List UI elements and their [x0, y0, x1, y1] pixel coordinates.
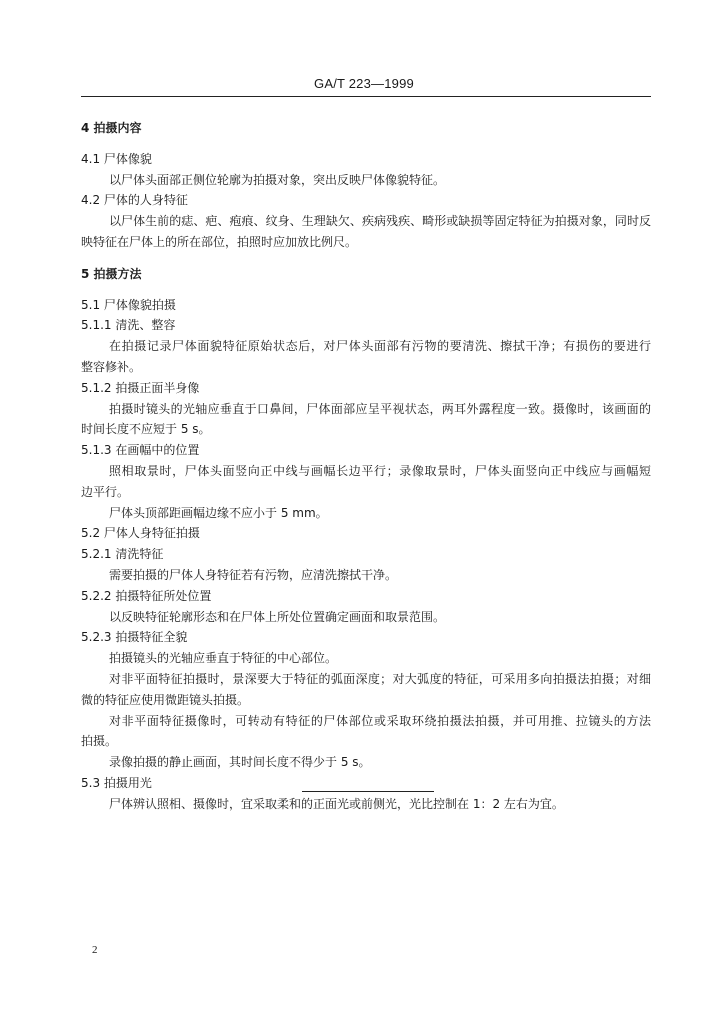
section-5-heading: 5 拍摄方法 — [81, 266, 142, 281]
section-5-2-3-text-line-3: 微的特征应使用微距镜头拍摄。 — [81, 692, 250, 707]
section-5-1-2-text-line-1: 拍摄时镜头的光轴应垂直于口鼻间，尸体面部应呈平视状态，两耳外露程度一致。摄像时，该画面的 — [109, 401, 651, 416]
section-5-1-3-text-line-3: 尸体头顶部距画幅边缘不应小于 5 mm。 — [109, 505, 328, 520]
section-5-2-3-heading: 5.2.3 拍摄特征全貌 — [81, 630, 188, 645]
section-5-2-2-heading: 5.2.2 拍摄特征所处位置 — [81, 588, 212, 603]
section-5-2-3-text-line-4: 对非平面特征摄像时，可转动有特征的尸体部位或采取环绕拍摄法拍摄，并可用推、拉镜头的方法 — [109, 713, 651, 728]
section-4-2-heading: 4.2 尸体的人身特征 — [81, 193, 188, 208]
section-5-2-1-text: 需要拍摄的尸体人身特征若有污物，应清洗擦拭干净。 — [109, 567, 398, 582]
section-5-1-3-heading: 5.1.3 在画幅中的位置 — [81, 443, 200, 458]
section-5-1-1-text-line-2: 整容修补。 — [81, 359, 142, 374]
section-5-2-3-text-line-5: 拍摄。 — [81, 734, 118, 749]
section-4-1-heading: 4.1 尸体像貌 — [81, 151, 152, 166]
section-5-1-3-text-line-1: 照相取景时，尸体头面竖向正中线与画幅长边平行；录像取景时，尸体头面竖向正中线应与画幅短 — [109, 463, 651, 478]
section-5-2-heading: 5.2 尸体人身特征拍摄 — [81, 526, 200, 541]
section-5-1-1-text-line-1: 在拍摄记录尸体面貌特征原始状态后，对尸体头面部有污物的要清洗、擦拭干净；有损伤的要进行 — [109, 339, 651, 354]
section-5-1-2-text-line-2: 时间长度不应短于 5 s。 — [81, 422, 211, 437]
section-5-1-heading: 5.1 尸体像貌拍摄 — [81, 297, 176, 312]
section-5-2-2-text: 以反映特征轮廓形态和在尸体上所处位置确定画面和取景范围。 — [109, 609, 446, 624]
header-divider — [81, 96, 651, 97]
section-4-2-text-line-1: 以尸体生前的痣、疤、疱痕、纹身、生理缺欠、疾病残疾、畸形或缺损等固定特征为拍摄对象，同时反 — [109, 214, 651, 229]
section-5-1-1-heading: 5.1.1 清洗、整容 — [81, 318, 176, 333]
end-of-text-rule — [302, 791, 434, 792]
section-5-2-3-text-line-1: 拍摄镜头的光轴应垂直于特征的中心部位。 — [109, 651, 338, 666]
section-4-2-text-line-2: 映特征在尸体上的所在部位，拍照时应加放比例尺。 — [81, 234, 358, 249]
section-4-heading: 4 拍摄内容 — [81, 121, 142, 135]
section-5-3-text: 尸体辨认照相、摄像时，宜采取柔和的正面光或前侧光，光比控制在 1：2 左右为宜。 — [109, 796, 564, 811]
document-code: GA/T 223—1999 — [314, 76, 414, 91]
page-number: 2 — [92, 944, 98, 956]
section-4-1-text: 以尸体头面部正侧位轮廓为拍摄对象，突出反映尸体像貌特征。 — [109, 172, 446, 187]
section-5-2-3-text-line-2: 对非平面特征拍摄时，景深要大于特征的弧面深度；对大弧度的特征，可采用多向拍摄法拍摄；对细 — [109, 671, 651, 686]
section-5-3-heading: 5.3 拍摄用光 — [81, 775, 152, 790]
document-body — [81, 118, 651, 815]
section-5-2-3-text-line-6: 录像拍摄的静止画面，其时间长度不得少于 5 s。 — [109, 755, 371, 770]
section-5-2-1-heading: 5.2.1 清洗特征 — [81, 547, 164, 562]
section-5-1-3-text-line-2: 边平行。 — [81, 484, 130, 499]
page-header — [0, 76, 728, 91]
section-5-1-2-heading: 5.1.2 拍摄正面半身像 — [81, 380, 200, 395]
